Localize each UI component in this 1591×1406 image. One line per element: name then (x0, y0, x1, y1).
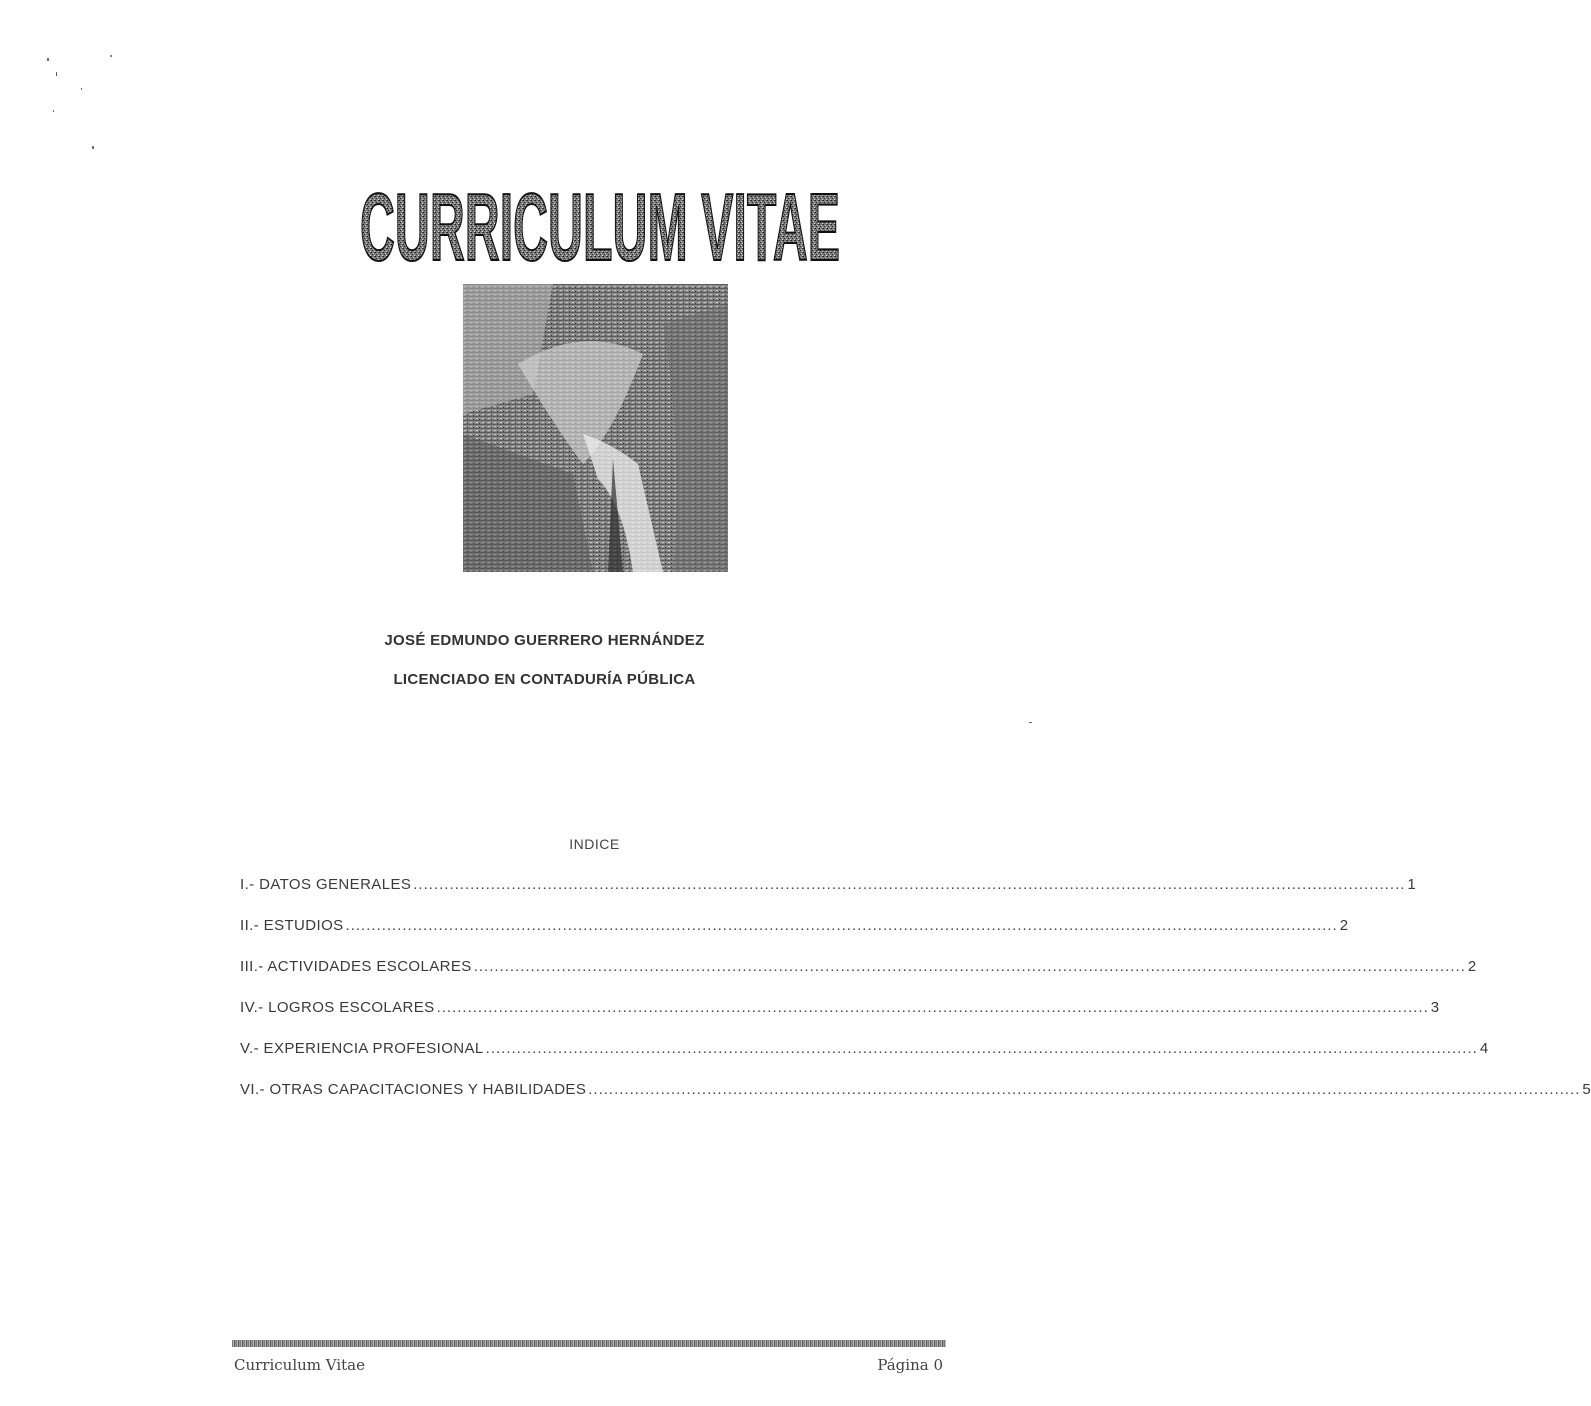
toc-entry-label: V.- EXPERIENCIA PROFESIONAL (240, 1040, 484, 1057)
toc-entry-page: 3 (1430, 999, 1440, 1016)
toc-entry-label: III.- ACTIVIDADES ESCOLARES (240, 958, 472, 975)
toc-entry-label: IV.- LOGROS ESCOLARES (240, 999, 435, 1016)
person-name: JOSÉ EDMUNDO GUERRERO HERNÁNDEZ (384, 632, 705, 649)
toc-leader (474, 958, 1466, 975)
toc-entry-page: 1 (1407, 876, 1417, 893)
toc-leader (413, 876, 1405, 893)
toc-entry[interactable] (240, 958, 1477, 999)
toc-entry[interactable] (240, 917, 1349, 958)
person-degree: LICENCIADO EN CONTADURÍA PÚBLICA (393, 671, 696, 688)
toc-entry-page: 2 (1339, 917, 1349, 934)
toc-entry-label: II.- ESTUDIOS (240, 917, 344, 934)
title-art (355, 160, 845, 281)
footer-page-number: Página 0 (877, 1356, 943, 1374)
toc-leader (486, 1040, 1478, 1057)
toc-entry[interactable] (240, 1040, 1489, 1081)
toc-entry-page: 4 (1479, 1040, 1489, 1057)
toc-leader (588, 1081, 1580, 1098)
footer-title: Curriculum Vitae (234, 1356, 366, 1374)
toc-entry[interactable] (240, 999, 1440, 1040)
table-of-contents (240, 876, 1591, 1122)
index-heading: INDICE (569, 836, 620, 852)
toc-entry-label: VI.- OTRAS CAPACITACIONES Y HABILIDADES (240, 1081, 587, 1098)
toc-entry[interactable] (240, 1081, 1591, 1122)
toc-entry-page: 2 (1467, 958, 1477, 975)
toc-entry-page: 5 (1582, 1081, 1591, 1098)
profile-photo (463, 284, 728, 572)
toc-leader (437, 999, 1429, 1016)
toc-leader (346, 917, 1338, 934)
toc-entry[interactable] (240, 876, 1417, 917)
footer-rule (232, 1340, 946, 1347)
toc-entry-label: I.- DATOS GENERALES (240, 876, 412, 893)
title-art-text: CURRICULUM VITAE (360, 174, 840, 281)
